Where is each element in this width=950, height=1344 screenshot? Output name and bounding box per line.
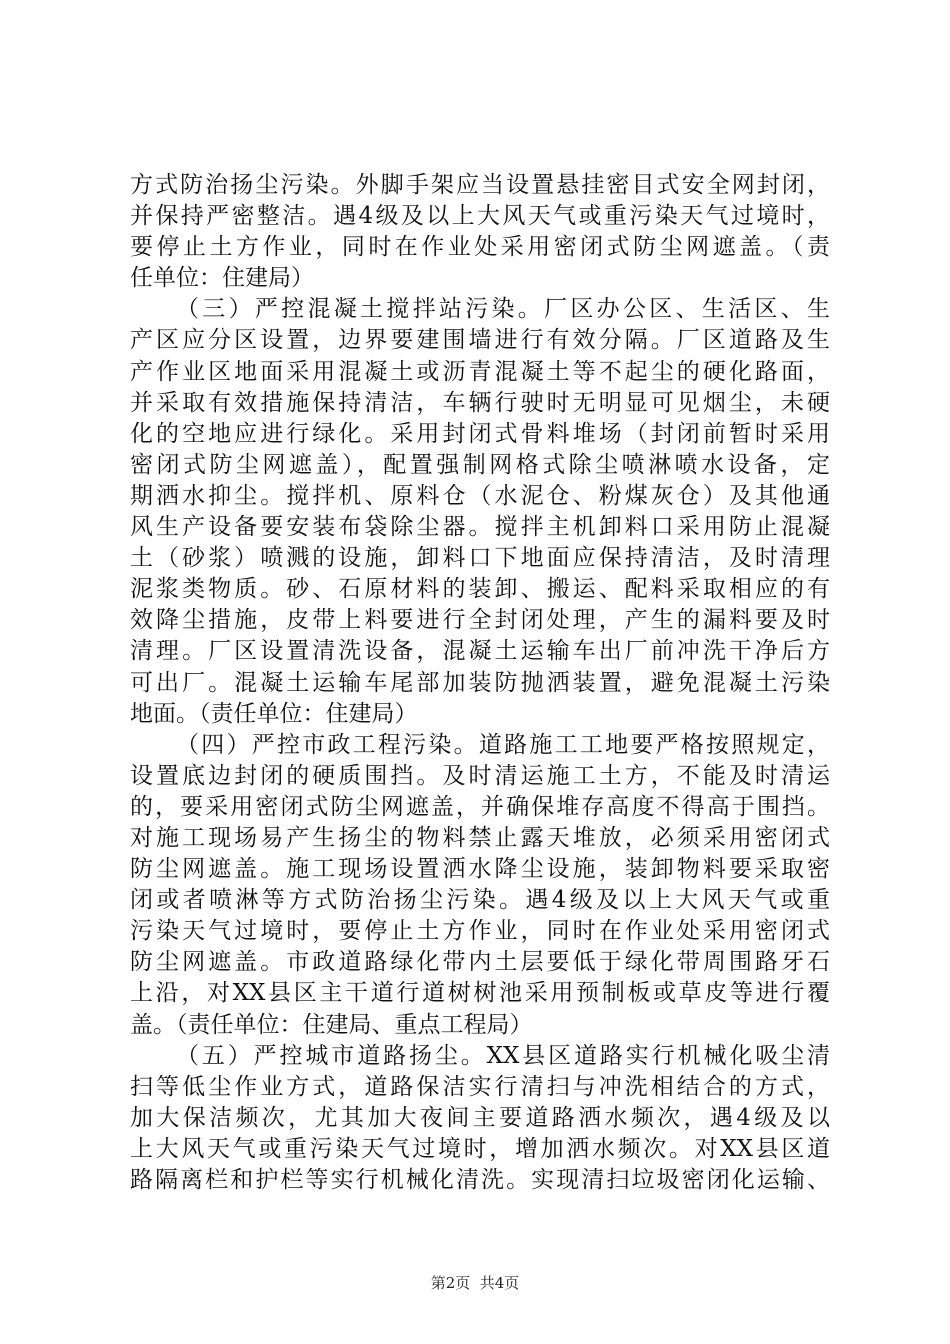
text-line: 并采取有效措施保持清洁，车辆行驶时无明显可见烟尘，未硬 xyxy=(130,389,830,416)
text-line: 泥浆类物质。砂、石原材料的装卸、搬运、配料采取相应的有 xyxy=(130,576,830,603)
text-line: 污染天气过境时，要停止土方作业，同时在作业处采用密闭式 xyxy=(130,918,830,945)
text-line: 的，要采用密闭式防尘网遮盖，并确保堆存高度不得高于围挡。 xyxy=(130,793,830,820)
text-line: 期洒水抑尘。搅拌机、原料仓（水泥仓、粉煤灰仓）及其他通 xyxy=(130,482,830,509)
paragraph-first-line: （五）严控城市道路扬尘。XX县区道路实行机械化吸尘清 xyxy=(176,1042,830,1069)
text-line: 土（砂浆）喷溅的设施，卸料口下地面应保持清洁，及时清理 xyxy=(130,545,830,572)
page-footer: 第2页 共4页 xyxy=(430,1274,520,1292)
text-line: 设置底边封闭的硬质围挡。及时清运施工土方，不能及时清运 xyxy=(130,762,830,789)
text-line: 加大保洁频次，尤其加大夜间主要道路洒水频次，遇4级及以 xyxy=(130,1104,830,1131)
text-line: 风生产设备要安装布袋除尘器。搅拌主机卸料口采用防止混凝 xyxy=(130,514,830,541)
text-line: 效降尘措施，皮带上料要进行全封闭处理，产生的漏料要及时 xyxy=(130,607,830,634)
text-line: 上大风天气或重污染天气过境时，增加洒水频次。对XX县区道 xyxy=(130,1135,830,1162)
text-line: 防尘网遮盖。市政道路绿化带内土层要低于绿化带周围路牙石 xyxy=(130,949,830,976)
text-line: 密闭式防尘网遮盖），配置强制网格式除尘喷淋喷水设备，定 xyxy=(130,451,830,478)
paragraph-first-line: （四）严控市政工程污染。道路施工工地要严格按照规定， xyxy=(176,731,830,758)
text-line: 防尘网遮盖。施工现场设置洒水降尘设施，装卸物料要采取密 xyxy=(130,856,830,883)
text-line: 产区应分区设置，边界要建围墙进行有效分隔。厂区道路及生 xyxy=(130,327,830,354)
document-body xyxy=(130,170,830,1196)
text-line: 地面。（责任单位：住建局） xyxy=(130,700,418,727)
paragraph-first-line: （三）严控混凝土搅拌站污染。厂区办公区、生活区、生 xyxy=(176,296,830,323)
text-line: 路隔离栏和护栏等实行机械化清洗。实现清扫垃圾密闭化运输、 xyxy=(130,1167,830,1193)
text-line: 并保持严密整洁。遇4级及以上大风天气或重污染天气过境时， xyxy=(130,203,830,230)
text-line: 上沿，对XX县区主干道行道树树池采用预制板或草皮等进行覆 xyxy=(130,980,830,1007)
text-line: 清理。厂区设置清洗设备，混凝土运输车出厂前冲洗干净后方 xyxy=(130,638,830,665)
text-line: 盖。（责任单位：住建局、重点工程局） xyxy=(130,1011,533,1038)
text-line: 对施工现场易产生扬尘的物料禁止露天堆放，必须采用密闭式 xyxy=(130,824,830,851)
text-line: 产作业区地面采用混凝土或沥青混凝土等不起尘的硬化路面， xyxy=(130,358,830,385)
text-line: 扫等低尘作业方式，道路保洁实行清扫与冲洗相结合的方式， xyxy=(130,1073,830,1100)
text-line: 闭或者喷淋等方式防治扬尘污染。遇4级及以上大风天气或重 xyxy=(130,887,830,914)
text-line: 任单位：住建局） xyxy=(130,265,314,292)
text-line: 方式防治扬尘污染。外脚手架应当设置悬挂密目式安全网封闭， xyxy=(130,172,830,198)
text-line: 要停止土方作业，同时在作业处采用密闭式防尘网遮盖。（责 xyxy=(130,234,830,261)
text-line: 可出厂。混凝土运输车尾部加装防抛洒装置，避免混凝土污染 xyxy=(130,669,830,696)
text-line: 化的空地应进行绿化。采用封闭式骨料堆场（封闭前暂时采用 xyxy=(130,420,830,447)
